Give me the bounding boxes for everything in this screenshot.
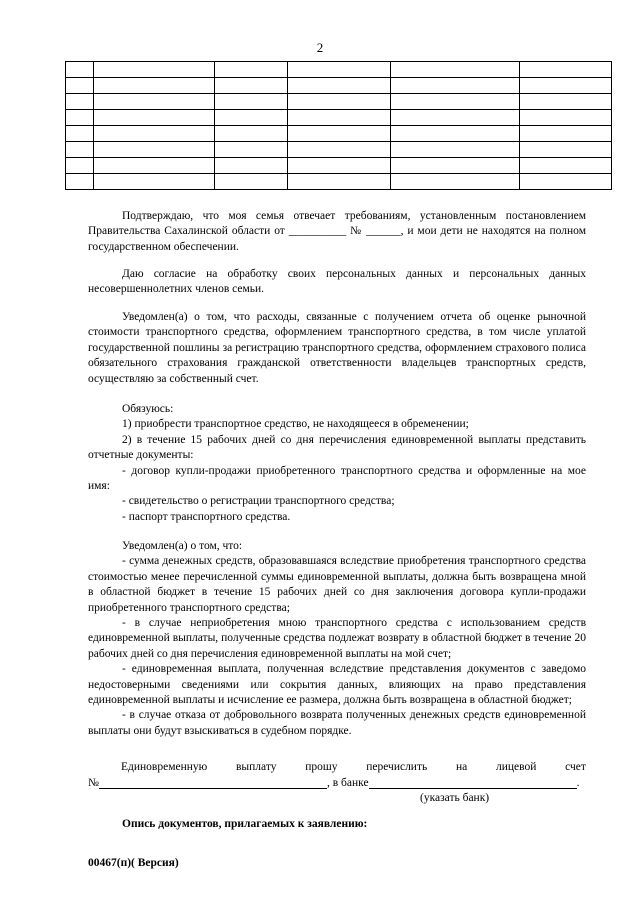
table-cell[interactable] xyxy=(391,62,520,78)
table-cell[interactable] xyxy=(215,158,288,174)
table-cell[interactable] xyxy=(520,62,612,78)
account-number-field[interactable] xyxy=(99,776,327,789)
table-cell[interactable] xyxy=(94,78,215,94)
table-cell[interactable] xyxy=(520,174,612,190)
decree-number-blank[interactable]: ______ xyxy=(366,225,401,238)
table-cell[interactable] xyxy=(288,94,391,110)
table-cell[interactable] xyxy=(94,94,215,110)
footer-code: 00467(п)( Версия) xyxy=(88,857,179,869)
table-cell[interactable] xyxy=(94,174,215,190)
table-cell[interactable] xyxy=(215,110,288,126)
decree-date-blank[interactable]: __________ xyxy=(288,225,347,238)
table-cell[interactable] xyxy=(215,142,288,158)
expenses-notice-paragraph: Уведомлен(а) о том, что расходы, связанные с получением отчета об оценке рыночной стоимости транспортного средства, оформлением транспортного средства, в том числе уплатой государственной пошлины за регистрацию транспортного средства, оформлением страхового полиса обязательного страхования гражданской ответственности владельцев транспортных средств, осуществляю за собственный счет. xyxy=(88,311,586,385)
table-cell[interactable] xyxy=(66,110,94,126)
obligation-item: 1) приобрести транспортное средство, не находящееся в обременении; xyxy=(122,418,469,431)
table-row xyxy=(66,110,612,126)
obligations-title: Обязуюсь: xyxy=(122,403,174,415)
notice-item: - единовременная выплата, полученная вследствие представления документов с заведомо недостоверными сведениями или сокрытия данных, влияющих на право представления единовременной выплаты и исчисление ее размера, должна быть возвращена в областной бюджет; xyxy=(88,663,586,707)
table-cell[interactable] xyxy=(391,78,520,94)
table-cell[interactable] xyxy=(288,78,391,94)
table-cell[interactable] xyxy=(391,158,520,174)
table-cell[interactable] xyxy=(215,126,288,142)
table-cell[interactable] xyxy=(520,78,612,94)
table-cell[interactable] xyxy=(391,94,520,110)
notice-item: - в случае неприобретения мною транспортного средства с использованием средств единовременной выплаты, полученные средства подлежат возврату в областной бюджет в течение 20 рабочих дней со дня перечисления единовременной выплаты на мой счет; xyxy=(88,617,586,660)
table-row xyxy=(66,94,612,110)
table-cell[interactable] xyxy=(520,142,612,158)
table-cell[interactable] xyxy=(66,78,94,94)
table-cell[interactable] xyxy=(66,142,94,158)
payment-request-line: Единовременную выплату прошу перечислить на лицевой счет xyxy=(121,761,586,773)
table-cell[interactable] xyxy=(288,142,391,158)
table-cell[interactable] xyxy=(66,158,94,174)
bank-name-field[interactable] xyxy=(369,776,577,789)
table-cell[interactable] xyxy=(520,126,612,142)
consent-paragraph: Даю согласие на обработку своих персональных данных и персональных данных несовершеннолетних членов семьи. xyxy=(88,268,586,296)
notice-item: - сумма денежных средств, образовавшаяся вследствие приобретения транспортного средства стоимостью менее перечисленной суммы единовременной выплаты, должна быть возвращена мной в областной бюджет в течение 15 рабочих дней со дня заключения договора купли-продажи приобретенного транспортного средства; xyxy=(88,555,586,614)
table-cell[interactable] xyxy=(215,174,288,190)
table-row xyxy=(66,174,612,190)
table-cell[interactable] xyxy=(94,126,215,142)
table-row xyxy=(66,142,612,158)
account-line: № , в банке . xyxy=(88,777,580,789)
table-cell[interactable] xyxy=(66,94,94,110)
table-cell[interactable] xyxy=(391,126,520,142)
notice-title: Уведомлен(а) о том, что: xyxy=(122,540,243,552)
table-cell[interactable] xyxy=(66,126,94,142)
table-cell[interactable] xyxy=(520,158,612,174)
table-cell[interactable] xyxy=(288,110,391,126)
confirmation-paragraph: Подтверждаю, что моя семья отвечает требованиям, установленным постановлением Правительства Сахалинской области от __________ № ______, и мои дети не находятся на полном государственном обеспечении. xyxy=(88,210,586,253)
table-cell[interactable] xyxy=(215,78,288,94)
table-cell[interactable] xyxy=(94,62,215,78)
inventory-title: Опись документов, прилагаемых к заявлению: xyxy=(122,818,368,830)
table-cell[interactable] xyxy=(288,62,391,78)
obligation-item: - договор купли-продажи приобретенного транспортного средства и оформленные на мое имя: xyxy=(88,464,586,493)
table-row xyxy=(66,158,612,174)
table-cell[interactable] xyxy=(215,94,288,110)
notice-item: - в случае отказа от добровольного возврата полученных денежных средств единовременной выплаты они будут взыскиваться в судебном порядке. xyxy=(88,709,586,737)
obligation-item: - свидетельство о регистрации транспортного средства; xyxy=(122,495,395,508)
table-cell[interactable] xyxy=(215,62,288,78)
table-cell[interactable] xyxy=(66,62,94,78)
table-cell[interactable] xyxy=(66,174,94,190)
table-cell[interactable] xyxy=(520,94,612,110)
table-cell[interactable] xyxy=(94,142,215,158)
table-cell[interactable] xyxy=(288,158,391,174)
table-cell[interactable] xyxy=(94,158,215,174)
data-table xyxy=(65,61,612,190)
obligation-item: - паспорт транспортного средства. xyxy=(122,510,291,523)
table-row xyxy=(66,62,612,78)
table-cell[interactable] xyxy=(391,174,520,190)
notice-section xyxy=(88,539,586,739)
bank-caption: (указать банк) xyxy=(420,792,490,804)
table-cell[interactable] xyxy=(520,110,612,126)
table-cell[interactable] xyxy=(288,174,391,190)
table-cell[interactable] xyxy=(391,142,520,158)
table-cell[interactable] xyxy=(288,126,391,142)
page-number: 2 xyxy=(316,40,324,55)
obligations-section xyxy=(88,402,586,525)
table-cell[interactable] xyxy=(391,110,520,126)
obligation-item: 2) в течение 15 рабочих дней со дня перечисления единовременной выплаты представить отчетные документы: xyxy=(88,433,586,462)
table-cell[interactable] xyxy=(94,110,215,126)
table-row xyxy=(66,78,612,94)
table-row xyxy=(66,126,612,142)
